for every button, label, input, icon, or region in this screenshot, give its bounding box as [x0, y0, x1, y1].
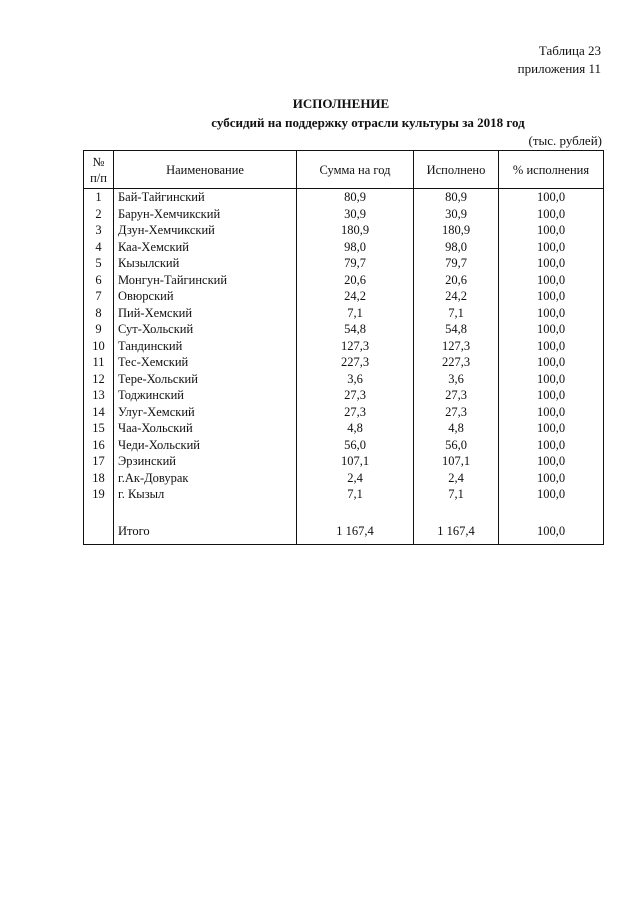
- spacer-cell: [114, 503, 297, 520]
- row-number-cell: 13: [84, 387, 114, 404]
- row-number-cell: 17: [84, 453, 114, 470]
- row-plan-cell: 80,9: [297, 189, 414, 206]
- row-number-cell: 18: [84, 470, 114, 487]
- row-name-cell: г. Кызыл: [114, 486, 297, 503]
- row-percent-cell: 100,0: [499, 354, 604, 371]
- row-percent-cell: 100,0: [499, 453, 604, 470]
- row-done-cell: 27,3: [414, 387, 499, 404]
- table-row: [84, 206, 604, 223]
- row-name-cell: Тоджинский: [114, 387, 297, 404]
- row-number-cell: 3: [84, 222, 114, 239]
- table-body: [84, 189, 604, 545]
- row-plan-cell: 20,6: [297, 272, 414, 289]
- spacer-row: [84, 503, 604, 520]
- table-row: [84, 486, 604, 503]
- row-number-cell: 12: [84, 371, 114, 388]
- row-percent-cell: 100,0: [499, 239, 604, 256]
- row-done-cell: 107,1: [414, 453, 499, 470]
- row-number-cell: 10: [84, 338, 114, 355]
- row-name-cell: Тере-Хольский: [114, 371, 297, 388]
- subsidy-table: [83, 150, 604, 545]
- table-row: [84, 272, 604, 289]
- row-name-cell: Эрзинский: [114, 453, 297, 470]
- table-row: [84, 354, 604, 371]
- row-number-cell: 11: [84, 354, 114, 371]
- row-name-cell: Сут-Хольский: [114, 321, 297, 338]
- row-number-cell: 6: [84, 272, 114, 289]
- table-row: [84, 288, 604, 305]
- row-name-cell: Тандинский: [114, 338, 297, 355]
- row-done-cell: 227,3: [414, 354, 499, 371]
- row-number-cell: 15: [84, 420, 114, 437]
- header-row: [84, 151, 604, 189]
- row-plan-cell: 7,1: [297, 486, 414, 503]
- header-percent: % исполнения: [499, 151, 604, 189]
- row-name-cell: Барун-Хемчикский: [114, 206, 297, 223]
- row-name-cell: Кызылский: [114, 255, 297, 272]
- row-name-cell: Улуг-Хемский: [114, 404, 297, 421]
- row-plan-cell: 227,3: [297, 354, 414, 371]
- header-plan: Сумма на год: [297, 151, 414, 189]
- table-row: [84, 453, 604, 470]
- row-plan-cell: 30,9: [297, 206, 414, 223]
- row-number-cell: 8: [84, 305, 114, 322]
- row-plan-cell: 98,0: [297, 239, 414, 256]
- row-number-cell: 4: [84, 239, 114, 256]
- row-percent-cell: 100,0: [499, 255, 604, 272]
- row-number-cell: 2: [84, 206, 114, 223]
- header-name: Наименование: [114, 151, 297, 189]
- row-percent-cell: 100,0: [499, 189, 604, 206]
- row-done-cell: 20,6: [414, 272, 499, 289]
- table-row: [84, 222, 604, 239]
- total-label: Итого: [114, 519, 297, 545]
- units-note: (тыс. рублей): [528, 133, 602, 148]
- row-done-cell: 24,2: [414, 288, 499, 305]
- row-plan-cell: 2,4: [297, 470, 414, 487]
- row-done-cell: 79,7: [414, 255, 499, 272]
- row-done-cell: 7,1: [414, 486, 499, 503]
- spacer-cell: [84, 503, 114, 520]
- row-plan-cell: 127,3: [297, 338, 414, 355]
- row-plan-cell: 24,2: [297, 288, 414, 305]
- row-plan-cell: 180,9: [297, 222, 414, 239]
- total-row: [84, 519, 604, 545]
- header-done: Исполнено: [414, 151, 499, 189]
- row-done-cell: 80,9: [414, 189, 499, 206]
- row-done-cell: 3,6: [414, 371, 499, 388]
- row-percent-cell: 100,0: [499, 222, 604, 239]
- row-percent-cell: 100,0: [499, 288, 604, 305]
- table-row: [84, 189, 604, 206]
- document-title: ИСПОЛНЕНИЕ: [292, 96, 390, 111]
- row-percent-cell: 100,0: [499, 420, 604, 437]
- row-percent-cell: 100,0: [499, 437, 604, 454]
- table-row: [84, 404, 604, 421]
- row-plan-cell: 7,1: [297, 305, 414, 322]
- row-percent-cell: 100,0: [499, 387, 604, 404]
- row-done-cell: 180,9: [414, 222, 499, 239]
- total-plan: 1 167,4: [297, 519, 414, 545]
- spacer-cell: [297, 503, 414, 520]
- table-row: [84, 470, 604, 487]
- row-name-cell: Бай-Тайгинский: [114, 189, 297, 206]
- row-percent-cell: 100,0: [499, 371, 604, 388]
- row-name-cell: Тес-Хемский: [114, 354, 297, 371]
- row-plan-cell: 107,1: [297, 453, 414, 470]
- row-number-cell: 5: [84, 255, 114, 272]
- table-reference: [518, 42, 601, 78]
- row-name-cell: Чеди-Хольский: [114, 437, 297, 454]
- row-number-cell: 14: [84, 404, 114, 421]
- row-done-cell: 27,3: [414, 404, 499, 421]
- row-done-cell: 2,4: [414, 470, 499, 487]
- table-number: Таблица 23: [538, 43, 601, 58]
- row-done-cell: 56,0: [414, 437, 499, 454]
- row-number-cell: 7: [84, 288, 114, 305]
- table-row: [84, 338, 604, 355]
- row-plan-cell: 54,8: [297, 321, 414, 338]
- spacer-cell: [499, 503, 604, 520]
- row-done-cell: 98,0: [414, 239, 499, 256]
- table-header: [84, 151, 604, 189]
- header-number: [84, 151, 114, 189]
- row-plan-cell: 56,0: [297, 437, 414, 454]
- row-plan-cell: 3,6: [297, 371, 414, 388]
- row-percent-cell: 100,0: [499, 486, 604, 503]
- header-number-abbr: п/п: [90, 170, 107, 185]
- row-number-cell: 16: [84, 437, 114, 454]
- row-plan-cell: 27,3: [297, 387, 414, 404]
- row-done-cell: 30,9: [414, 206, 499, 223]
- table-row: [84, 420, 604, 437]
- row-plan-cell: 27,3: [297, 404, 414, 421]
- row-name-cell: Дзун-Хемчикский: [114, 222, 297, 239]
- row-percent-cell: 100,0: [499, 272, 604, 289]
- row-percent-cell: 100,0: [499, 206, 604, 223]
- row-plan-cell: 4,8: [297, 420, 414, 437]
- row-done-cell: 54,8: [414, 321, 499, 338]
- row-percent-cell: 100,0: [499, 321, 604, 338]
- row-done-cell: 7,1: [414, 305, 499, 322]
- total-number-cell: [84, 519, 114, 545]
- appendix-number: приложения 11: [517, 61, 601, 76]
- row-name-cell: Монгун-Тайгинский: [114, 272, 297, 289]
- row-name-cell: Пий-Хемский: [114, 305, 297, 322]
- table-row: [84, 255, 604, 272]
- row-name-cell: Каа-Хемский: [114, 239, 297, 256]
- row-percent-cell: 100,0: [499, 305, 604, 322]
- table-row: [84, 437, 604, 454]
- total-percent: 100,0: [499, 519, 604, 545]
- row-number-cell: 19: [84, 486, 114, 503]
- table-row: [84, 321, 604, 338]
- spacer-cell: [414, 503, 499, 520]
- document-subtitle: субсидий на поддержку отрасли культуры за 2018 год: [211, 115, 525, 130]
- row-percent-cell: 100,0: [499, 470, 604, 487]
- row-done-cell: 4,8: [414, 420, 499, 437]
- row-name-cell: Чаа-Хольский: [114, 420, 297, 437]
- row-percent-cell: 100,0: [499, 404, 604, 421]
- table-row: [84, 371, 604, 388]
- header-number-symbol: №: [92, 154, 105, 169]
- total-done: 1 167,4: [414, 519, 499, 545]
- row-number-cell: 9: [84, 321, 114, 338]
- row-name-cell: Овюрский: [114, 288, 297, 305]
- table-row: [84, 387, 604, 404]
- row-number-cell: 1: [84, 189, 114, 206]
- row-name-cell: г.Ак-Довурак: [114, 470, 297, 487]
- table-row: [84, 239, 604, 256]
- row-plan-cell: 79,7: [297, 255, 414, 272]
- row-percent-cell: 100,0: [499, 338, 604, 355]
- table-row: [84, 305, 604, 322]
- row-done-cell: 127,3: [414, 338, 499, 355]
